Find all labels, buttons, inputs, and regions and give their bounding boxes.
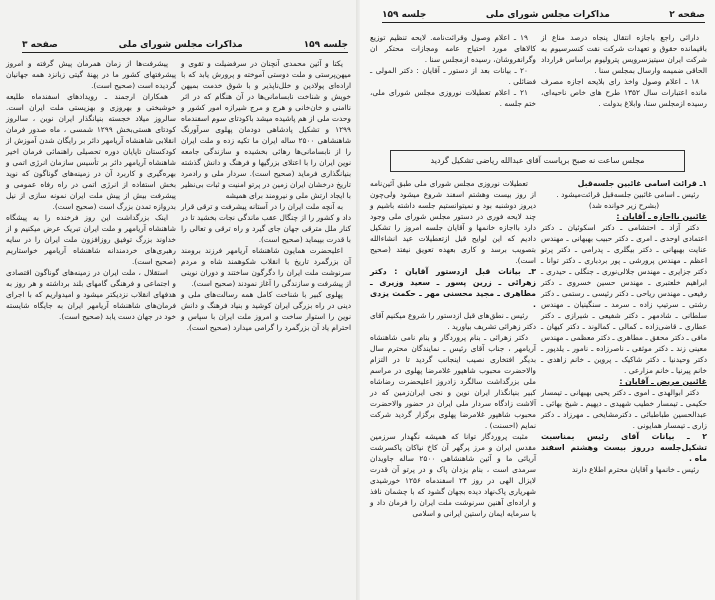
note: (بشرح زیر خوانده شد)	[588, 201, 660, 210]
paragraph: رئیس ـ خانمها و آقایان محترم اطلاع دارند	[571, 465, 699, 474]
paragraph: همکاران ارجمند ـ رویدادهای اسفندماه طلیعه خوشبختی و بهروزی و بهزیستی ملت ایران است. سالروز میلاد خجسته بنیانگذار ایران نوین ، سالروز کودتای هستی‌بخش ۱۲۹۹ شمسی ، ماه صدور فرمان انقلابی شاهنشاه آریامهر دائر بر رایگان شدن آموزش از کودکستان تاپایان دوره تحصیلی راهنمائی فرمان اخیر شاهنشاه آریامهر دائر بر تأسیس سازمان انرژی اتمی و بهره‌گیری و کاربرد آن در زمینه‌های گوناگون که نوید بخش استفاده از انرژی اتمی در راه رفاه عمومی و پیشرفت بیش از پیش ملت ایران نمونه سازی از نیل بدروازه تمدن بزرگ است (صحیح است).	[6, 92, 176, 211]
agenda-column-right	[541, 32, 707, 109]
page-number: صفحه ۲	[669, 10, 705, 20]
session-number: جلسه ۱۵۹	[303, 40, 348, 50]
header-title: مذاکرات مجلس شورای ملی	[118, 40, 243, 50]
agenda-column-left	[370, 32, 536, 109]
paragraph: ۱۸ ـ اعلام وصول واخذ رای بلایحه اجازه مصرف مانده اعتبارات سال ۱۳۵۲ طرح های خاص ناحیه‌ای، رسیده ازمجلس سنا، وابلاغ بدولت .	[541, 77, 707, 108]
session-number: جلسه ۱۵۹	[382, 10, 427, 20]
section-heading: ۳ـ بیانات قبل ازدستور آقایان : دکتر زهرائی ـ زرین پسور ـ سعید وزیری ـ مطاهری ـ مجید محسنی مهر ـ حکمت یزدی .	[370, 267, 536, 309]
text-column-left	[370, 178, 536, 519]
page-header	[382, 10, 705, 23]
paragraph: رئیس ـ نطق‌های قبل ازدستور را شروع میکنیم آقای دکتر زهرائی تشریف بیاورید .	[370, 311, 536, 331]
paragraph: دکتر زهرائی ـ بنام پروردگار و بنام نامی شاهنشاه آریامهر ، جناب آقای رئیس ـ نمایندگان محترم سال بدیگر افتخاری نصیب اینجانب گردید تا در التزام والاحضرت محبوب شاهپور غلامرضا پهلوی در مراسم ملی بزرگداشت سالگرد زادروز اعلیحضرت رضاشاه کبیر بنیانگذار ایران نوین و نجی ایران‌زمین که در آلاشت زادگاه سردار ملی ایران در حضور والاحضرت محبوب شاهپور غلامرضا پهلوی برگزار گردید شرکت نمایم (احسنت) .	[370, 333, 536, 430]
section-heading: غائبین مریض ـ آقایان :	[619, 377, 707, 386]
paragraph: ۱۹ ـ اعلام وصول وقرائت‌نامه. لایحه تنظیم توزیع کالاهای مورد احتیاج عامه ومجازات محتکر ان وگرانفروشان، رسیده ازمجلس سنا .	[370, 33, 536, 64]
paragraph: استقلال ، ملت ایران در زمینه‌های گوناگون اقتصادی و اجتماعی و فرهنگی گامهای بلند برداشته و هر روز به هدفهای انقلاب نزدیکتر میشود و امیدواریم که با اجرای فرمان‌های شاهنشاه آریامهر ایران به جایگاه شایسته خود در جهان دست یابد (صحیح است).	[6, 268, 176, 321]
paragraph: دکتر ابوالهدی ـ اموی ـ دکتر یحیی بهبهانی ـ تیمسار حکیمی ـ تیمسار خطیب شهیدی ـ دیهیم ـ شیخ بهائی ـ عبدالحسین طباطبائی ـ دکترمشایخی ـ مهرزاد ـ دکتر زاری ـ تیمسار همایونی .	[541, 388, 707, 430]
section-heading: ۲ ـ بیانات آقای رئیس بمناسبت تشکیل‌جلسه درروز بیست وهشتم اسفند ماه .	[541, 432, 707, 463]
paragraph: ۲۱ ـ اعلام تعطیلات نوروزی مجلس شورای ملی، ختم جلسه .	[370, 88, 536, 108]
paragraph: ۲۰ ـ بیانات بعد از دستور ـ آقایان : دکتر المولی ـ فضائلی .	[370, 66, 536, 86]
text-column-right	[181, 58, 351, 333]
paragraph: رئیس ـ اسامی غائبین جلسه‌قبل قرائت‌میشود .	[556, 190, 699, 199]
paragraph: مثبت پروردگار توانا که همیشه نگهدار سرزمین مقدس ایران و مرز پرگهر آن کاخ نیاکان پاکسرشت آریائی ما و آئین شاهنشاهی ۲۵۰۰ ساله جاویدان سرمدی است ، بنام یزدان پاک و در پرتو آن قدرت لایزال الهی در روز ۲۴ اسفندماه ۱۲۵۶ خورشیدی شهریاری پاک‌نهاد دیده بجهان گشود که با چشمان نافذ و اراده‌ای آهنین سرنوشت ملت ایران را فرمان داد و با سرمایه ایمان راستین ایرانی و اسلامی	[370, 432, 536, 518]
paragraph: به آنچه ملت ایران را در آستانه پیشرفت و ترقی قرار داد و کشور را از چنگال عقب ماندگی نجات بخشید تا در کنار ملل مترقی جهان جای گیرد و راه ترقی و تعالی را با قدرت بپیماید (صحیح است).	[181, 202, 351, 244]
text-column-right	[541, 178, 707, 475]
header-title: مذاکرات مجلس شورای ملی	[485, 10, 610, 20]
paragraph: اینک بزرگداشت این روز فرخنده را به پیشگاه شاهنشاه آریامهر و ملت ایران تبریک عرض میکنیم و از خداوند بزرگ توفیق روزافزون ملت ایران را در سایه رهبری‌های خردمندانه شاهنشاه آریامهر خواستاریم (صحیح است).	[6, 213, 176, 266]
right-page	[360, 0, 715, 600]
paragraph: پیشرفت‌ها از زمان همرمان پیش گرفته و امروز پیشرفتهای کشور ما در پهنهٔ گیتی زبانزد همه جهانیان گردیده است (صحیح است).	[6, 59, 176, 90]
paragraph: تعطیلات نوروزی مجلس شورای ملی طبق آئین‌نامه از روز بیست وهشتم اسفند شروع میشود ولی‌چون دیروز دوشنبه بود و نمیتوانستیم جلسه داشته باشیم و چند لایحه فوری در دستور مجلس شورای ملی وجود دارد بااجازه خانمها و آقایان جلسه امروز را تشکیل دادیم که این لوایح قبل ازتعطیلات عید انشاءالله بتصویب برسد و کاری بعهده تعویق نیفتد (صحیح است).	[370, 179, 536, 265]
paragraph: دکتر آزاد ـ احتشامی ـ دکتر اسکوئیان ـ دکتر اعتمادی اوحدی ـ امری ـ دکتر حبیب بهبهانی ـ مهندس عنایت بهبهانی ـ دکتر بیگلری ـ پدرامی ـ دکتر پرتو اعظم ـ مهندس پرورشی ـ پور بردباری ـ دکتر توانا ـ دکتر جزایری ـ مهندس جلالی‌نوری ـ جنگلی ـ حیدری ـ ابراهیم خلعتبری ـ مهندس حسین خسروی ـ دکتر رفیعی ـ مهندس ریاحی ـ دکتر رئیسی ـ رستمی ـ دکتر رشتی ـ سرتیپ زاده ـ سرمد ـ سنگینیان ـ مهندس سلطانی ـ شادمهر ـ دکتر شفیعی ـ شیرازی ـ دکتر عطاری ـ قاضی‌زاده ـ کمالی ـ کمالوند ـ دکتر کیهان ـ مافی ـ دکتر محقق ـ مطاهری ـ دکتر معظمی ـ مهندس معینی زند ـ دکتر موثقی ـ ناصرزاده ـ نامور ـ یلدپور ـ دکتر وحیدنیا ـ دکتر شاکیک ـ پروین ـ خانم زاهدی ـ خانم پیرنیا ـ خانم مزارعی .	[541, 223, 707, 375]
paragraph: یکتا و آئین محمدی آنچنان در سرفضیلت و تقوی و میهن‌پرستی و ملت دوستی آموخته و پرورش یابد که با اراده‌ای پولادین و خلل‌ناپذیر و با شوق خدمت بمیهن خویش و شناخت نابسامانی‌ها در آن هنگام که در اثر ناامنی و خان‌خانی و هرج و مرج شیرازه امور کشور و وحدت ملی از هم پاشیده میشد باکودتای سوم اسفندماه ۱۲۹۹ و تشکیل پادشاهی دودمان پهلوی سرآورنگ شاهنشاهی ۲۵۰۰ ساله ایران ما تکیه زده و ملت ایران را از نابسامانی‌ها رهائی بخشیده و سازندگی جامعه نوین ایران را با اعتلای بزرگیها و فرهنگ و دانش گذشته بنیانگذاری فرماید (صحیح است). سردار ملی و رادمرد تاریخ درخشان ایران زمین در پرتو امنیت و ثبات بی‌نظیر با ایجاد ارتش ملی و نیرومند برای همیشه	[181, 59, 352, 200]
section-heading: ۱ـ قرائت اسامی غائبین جلسه‌قبل	[577, 179, 707, 188]
paragraph: اعلیحضرت همایون شاهنشاه آریامهر فرزند برومند آن بزرگمرد تاریخ با انقلاب شکوهمند شاه و مردم سرنوشت ملت ایران را دگرگون ساختند و دوران نوینی از پیشرفت و سازندگی را آغاز نمودند (صحیح است).	[181, 246, 351, 288]
session-opening-box: مجلس ساعت نه صبح بریاست آقای عبدالله ریاضی تشکیل گردید	[390, 150, 685, 172]
page-number: صفحه ۳	[22, 40, 58, 50]
paragraph: پهلوی کبیر با شناخت کامل همه رسالت‌های ملی و دینی در راه بزرگی ایران کوشید و بنیاد فرهنگ و دانش نوین را استوار ساخت و امروز ملت ایران با سپاس و احترام یاد آن بزرگمرد را گرامی میدارد (صحیح است).	[181, 290, 351, 332]
text-column-left	[6, 58, 176, 322]
paragraph: دارائی راجع باجازه انتقال پنجاه درصد مناع از باقیمانده حقوق و تعهدات شرکت نفت کنسرسیوم به شرکت ایران سیتیزسرویس پترولیوم براساس قرارداد الحاقی ضمیمه وارسال بمجلس سنا .	[541, 33, 707, 75]
section-heading: غائبین بااجازه ـ آقایان :	[616, 212, 707, 221]
page-header	[22, 40, 348, 53]
